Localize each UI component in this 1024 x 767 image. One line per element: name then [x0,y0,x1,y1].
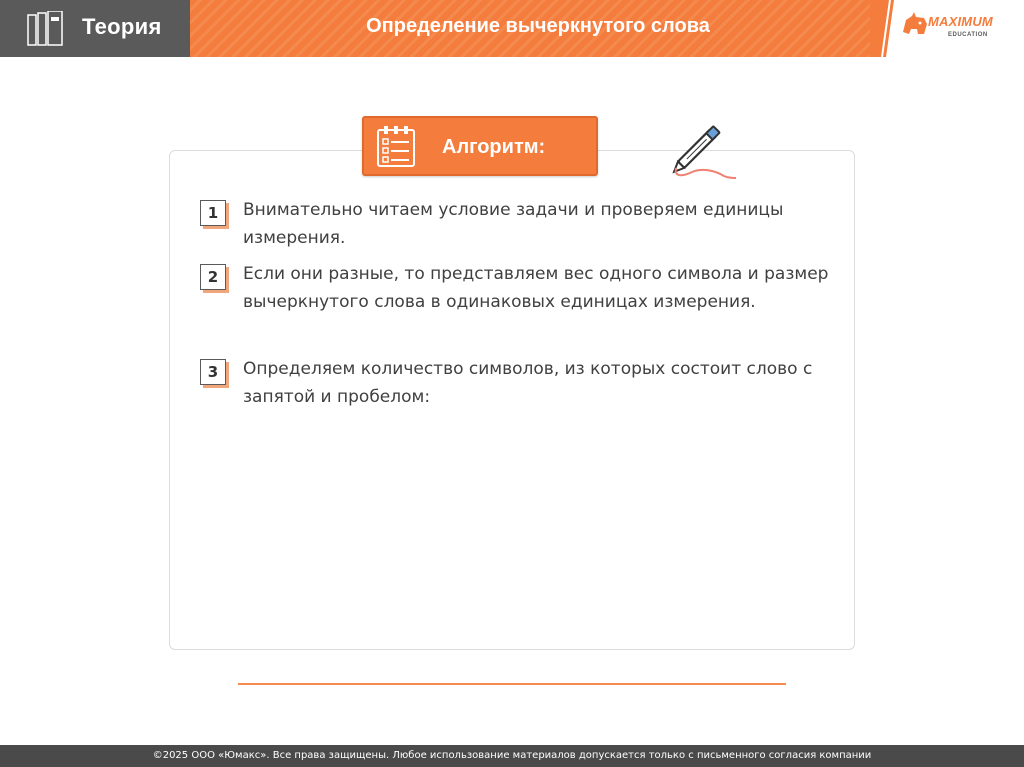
company-logo [898,6,1018,48]
step-text: Если они разные, то представляем вес одного символа и размер вычеркнутого слова в одинаковых единицах измерения. [243,264,829,312]
divider [238,683,786,685]
books-icon [26,11,66,47]
rhino-icon [900,10,930,40]
page-title: Определение вычеркнутого слова [366,15,710,37]
header [0,0,1024,57]
section-title: Теория [82,14,162,39]
section-panel [0,0,190,57]
title-band [190,0,886,57]
logo-subtitle: EDUCATION [948,32,988,38]
pen-icon [662,116,742,182]
step-number: 3 [200,359,226,385]
checklist-icon [376,126,416,168]
algorithm-tab [362,116,598,176]
step-number: 1 [200,200,226,226]
copyright-footer: ©2025 ООО «Юмакс». Все права защищены. Любое использование материалов допускается только с письменного согласия компании [0,745,1024,767]
algorithm-label: Алгоритм: [442,136,546,158]
step-number: 2 [200,264,226,290]
step-text: Определяем количество символов, из которых состоит слово с запятой и пробелом: [243,359,813,407]
band-edge-decoration [870,0,894,57]
logo-brand: MAXIMUM [928,14,993,29]
step-text: Внимательно читаем условие задачи и проверяем единицы измерения. [243,200,784,248]
